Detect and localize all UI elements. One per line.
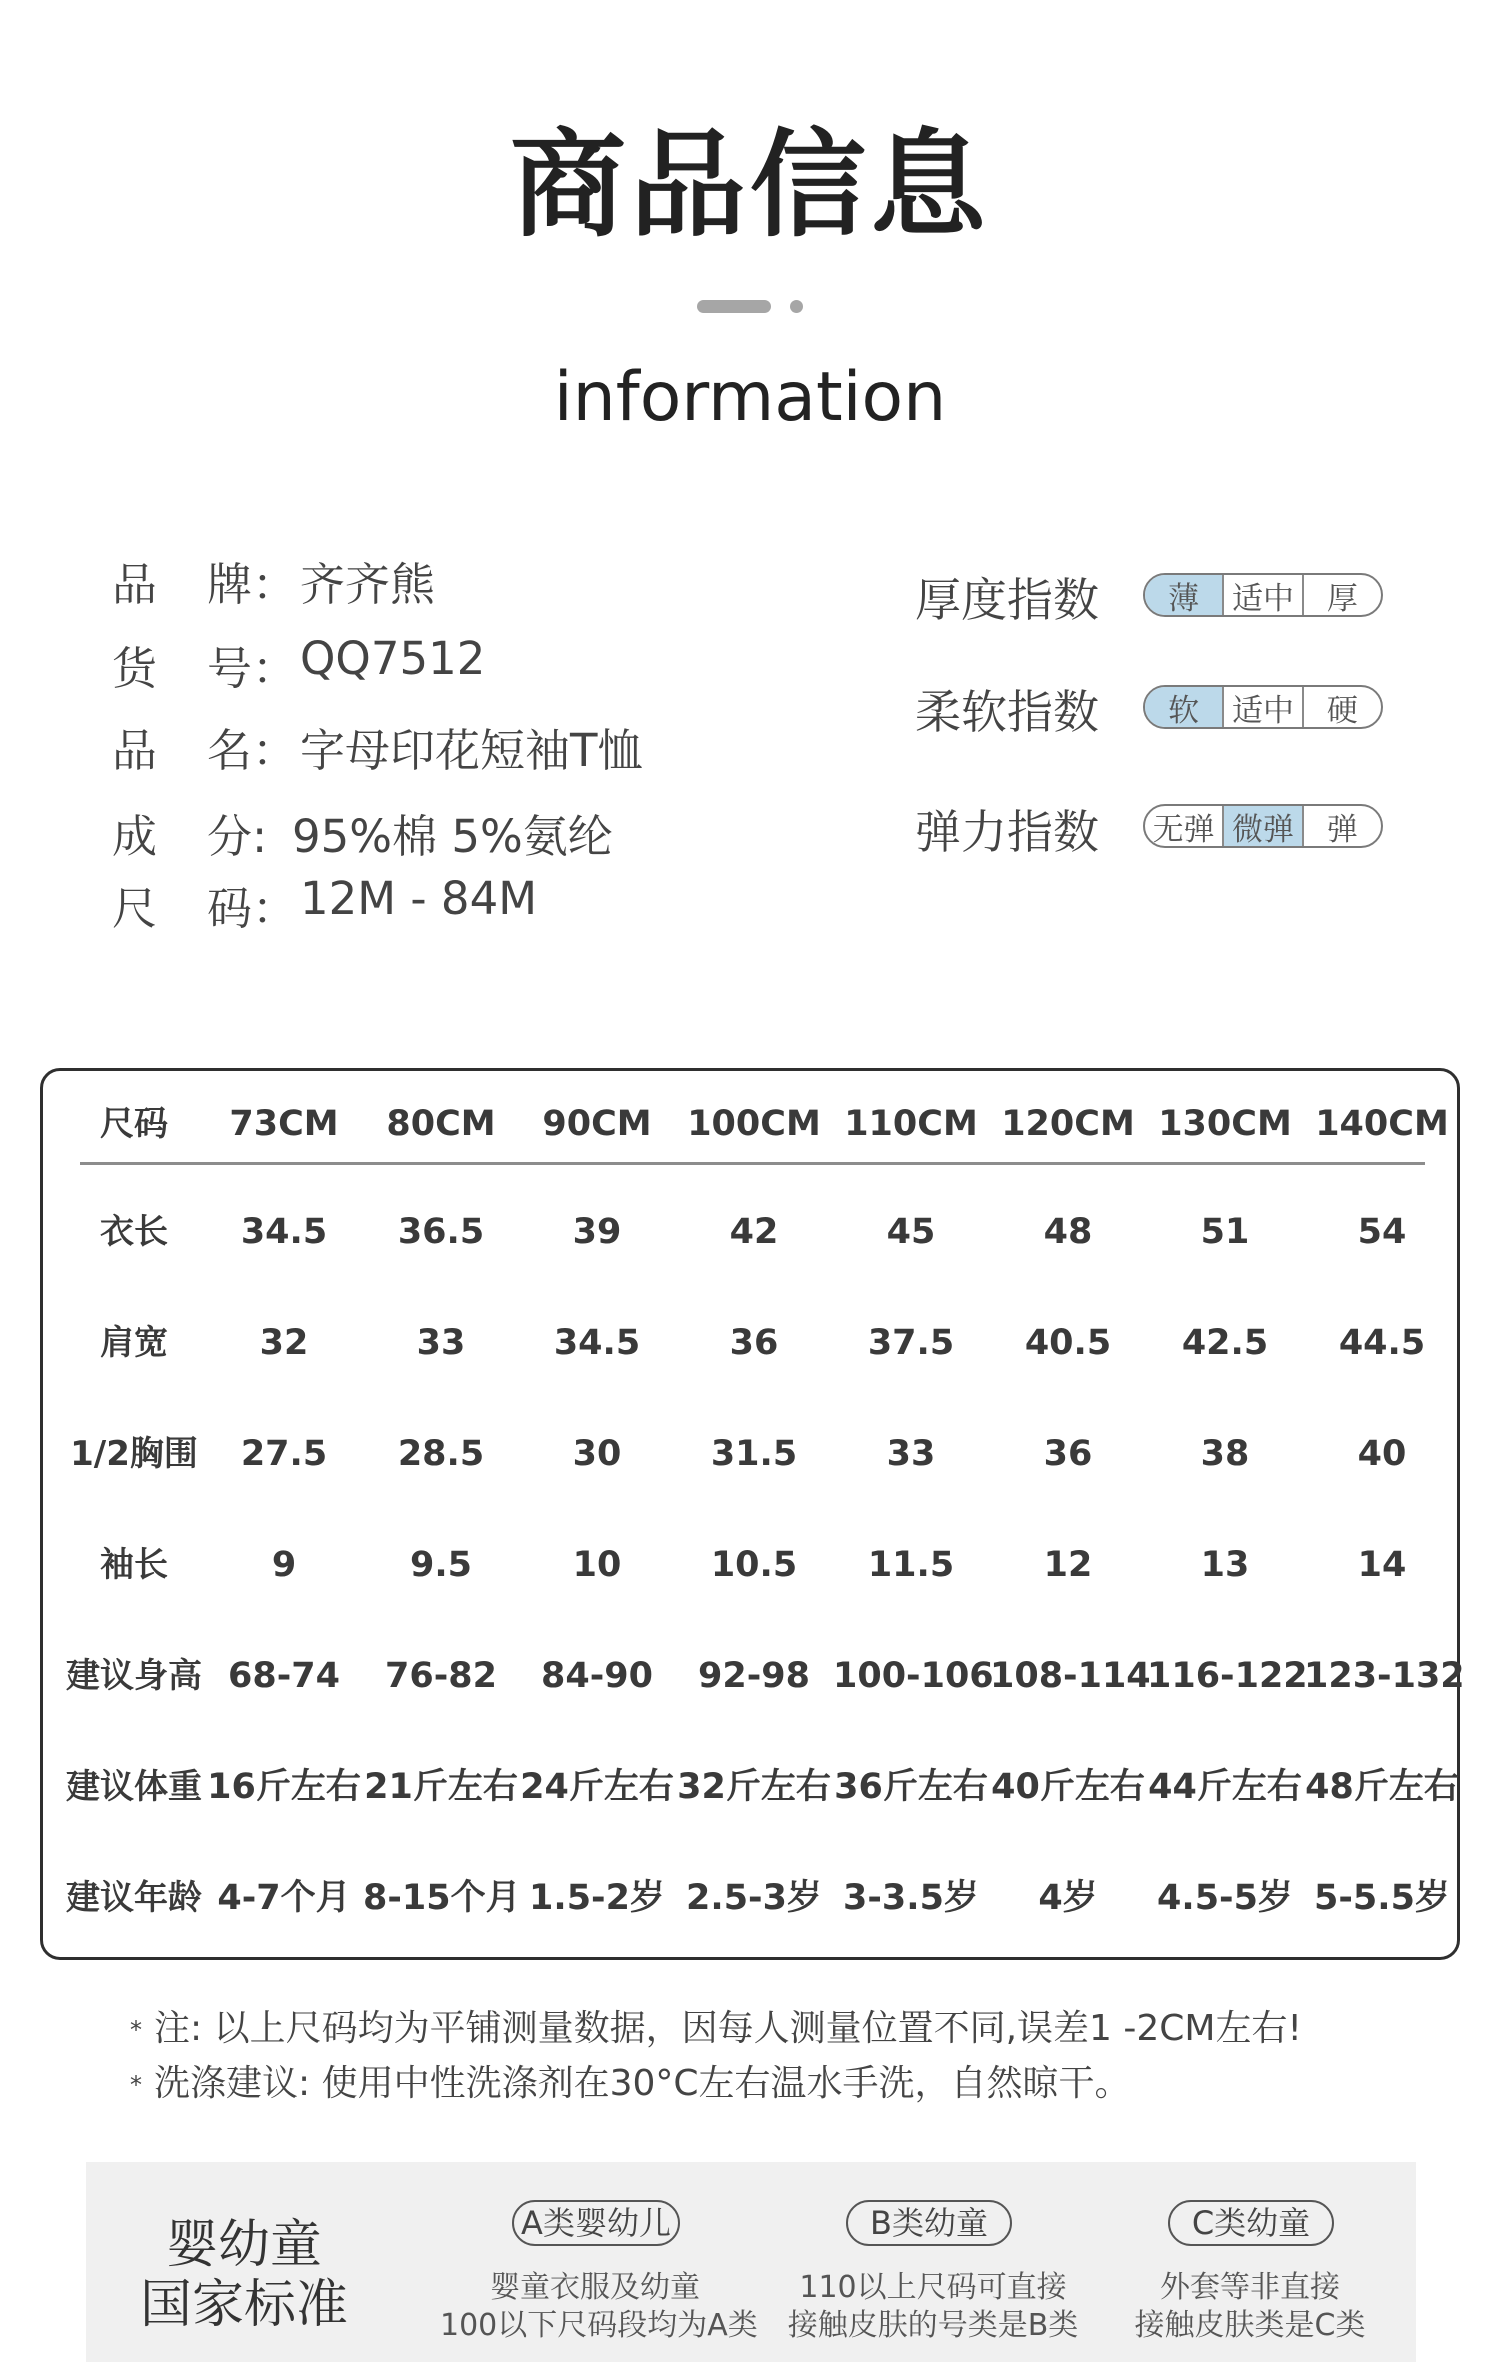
note-measurement bbox=[130, 2000, 1302, 2051]
table-cell: 10 bbox=[572, 1545, 622, 1585]
standards-title-line1: 婴幼童 bbox=[166, 2215, 323, 2275]
table-row-label: 1/2胸围 bbox=[70, 1434, 198, 1474]
info-label: 码： bbox=[207, 882, 298, 935]
info-label: 分: bbox=[207, 810, 268, 863]
table-cell: 9.5 bbox=[409, 1545, 472, 1585]
table-cell: 40.5 bbox=[1024, 1323, 1112, 1363]
table-column-header: 140CM bbox=[1315, 1104, 1449, 1144]
table-cell: 34.5 bbox=[553, 1323, 641, 1363]
info-label: 货 bbox=[112, 642, 158, 695]
info-value: 12M - 84M bbox=[300, 872, 538, 925]
table-cell: 31.5 bbox=[710, 1434, 798, 1474]
table-cell: 123-132 bbox=[1304, 1656, 1465, 1696]
softness-scale bbox=[1143, 685, 1383, 729]
info-value: 齐齐熊 bbox=[300, 558, 436, 611]
note-star-icon: * bbox=[130, 2016, 142, 2044]
table-cell: 3-3.5岁 bbox=[843, 1878, 979, 1918]
table-column-header: 110CM bbox=[844, 1104, 978, 1144]
scale-option: 适中 bbox=[1222, 687, 1301, 727]
standard-a-badge: A类婴幼儿 bbox=[512, 2200, 680, 2246]
table-cell: 13 bbox=[1200, 1545, 1250, 1585]
scale-option: 弹 bbox=[1302, 806, 1381, 846]
table-cell: 38 bbox=[1200, 1434, 1250, 1474]
thickness-scale bbox=[1143, 573, 1383, 617]
table-cell: 21斤左右 bbox=[364, 1767, 518, 1807]
table-cell: 45 bbox=[886, 1212, 936, 1252]
table-cell: 10.5 bbox=[710, 1545, 798, 1585]
table-cell: 54 bbox=[1357, 1212, 1407, 1252]
table-corner-header: 尺码 bbox=[100, 1104, 168, 1144]
table-cell: 36 bbox=[729, 1323, 779, 1363]
table-cell: 9 bbox=[271, 1545, 297, 1585]
table-cell: 51 bbox=[1200, 1212, 1250, 1252]
table-cell: 42.5 bbox=[1181, 1323, 1269, 1363]
table-row-label: 衣长 bbox=[100, 1212, 168, 1252]
table-row-label: 建议身高 bbox=[66, 1656, 202, 1696]
info-label: 尺 bbox=[112, 882, 158, 935]
table-row-label: 肩宽 bbox=[100, 1323, 168, 1363]
note-star-icon: * bbox=[130, 2071, 142, 2099]
table-cell: 33 bbox=[886, 1434, 936, 1474]
table-cell: 40 bbox=[1357, 1434, 1407, 1474]
title-divider-pill bbox=[697, 300, 771, 313]
table-row-label: 建议体重 bbox=[66, 1767, 202, 1807]
info-value: 95%棉 5%氨纶 bbox=[292, 810, 613, 863]
table-cell: 36.5 bbox=[397, 1212, 485, 1252]
standard-b-line1: 110以上尺码可直接 bbox=[799, 2270, 1067, 2305]
table-cell: 37.5 bbox=[867, 1323, 955, 1363]
table-cell: 48 bbox=[1043, 1212, 1093, 1252]
table-row-label: 建议年龄 bbox=[66, 1878, 202, 1918]
table-cell: 32斤左右 bbox=[677, 1767, 831, 1807]
table-header-divider bbox=[80, 1162, 1425, 1165]
note-text: 洗涤建议: 使用中性洗涤剂在30°C左右温水手洗，自然晾干。 bbox=[154, 2063, 1131, 2104]
table-cell: 100-106 bbox=[833, 1656, 994, 1696]
elasticity-scale bbox=[1143, 804, 1383, 848]
scale-option: 微弹 bbox=[1222, 806, 1301, 846]
table-cell: 14 bbox=[1357, 1545, 1407, 1585]
table-cell: 24斤左右 bbox=[520, 1767, 674, 1807]
table-cell: 39 bbox=[572, 1212, 622, 1252]
info-label: 品 bbox=[112, 724, 158, 777]
standard-b-line2: 接触皮肤的号类是B类 bbox=[787, 2308, 1079, 2343]
info-label: 名： bbox=[207, 724, 298, 777]
table-cell: 108-114 bbox=[990, 1656, 1151, 1696]
standard-a-line1: 婴童衣服及幼童 bbox=[490, 2270, 700, 2305]
table-cell: 92-98 bbox=[698, 1656, 810, 1696]
info-label: 品 bbox=[112, 558, 158, 611]
scale-option: 适中 bbox=[1222, 575, 1301, 615]
table-column-header: 80CM bbox=[386, 1104, 496, 1144]
table-cell: 36斤左右 bbox=[834, 1767, 988, 1807]
table-cell: 42 bbox=[729, 1212, 779, 1252]
table-column-header: 90CM bbox=[542, 1104, 652, 1144]
table-cell: 1.5-2岁 bbox=[529, 1878, 665, 1918]
softness-index-label: 柔软指数 bbox=[915, 685, 1099, 739]
table-cell: 44.5 bbox=[1338, 1323, 1426, 1363]
table-cell: 2.5-3岁 bbox=[686, 1878, 822, 1918]
scale-option: 厚 bbox=[1302, 575, 1381, 615]
table-cell: 36 bbox=[1043, 1434, 1093, 1474]
info-label: 号： bbox=[207, 642, 298, 695]
standard-a-line2: 100以下尺码段均为A类 bbox=[440, 2308, 758, 2343]
table-column-header: 100CM bbox=[687, 1104, 821, 1144]
table-cell: 28.5 bbox=[397, 1434, 485, 1474]
table-column-header: 120CM bbox=[1001, 1104, 1135, 1144]
note-text: 注: 以上尺码均为平铺测量数据，因每人测量位置不同,误差1 -2CM左右! bbox=[154, 2008, 1302, 2049]
table-cell: 16斤左右 bbox=[207, 1767, 361, 1807]
info-value: 字母印花短袖T恤 bbox=[300, 724, 643, 777]
standard-c-badge: C类幼童 bbox=[1168, 2200, 1334, 2246]
page-title: 商品信息 bbox=[510, 118, 990, 253]
table-cell: 27.5 bbox=[240, 1434, 328, 1474]
standard-c-line1: 外套等非直接 bbox=[1160, 2270, 1340, 2305]
page-subtitle: information bbox=[553, 358, 947, 437]
table-cell: 5-5.5岁 bbox=[1314, 1878, 1450, 1918]
note-washing bbox=[130, 2055, 1131, 2106]
table-row-label: 袖长 bbox=[100, 1545, 168, 1585]
standard-c-line2: 接触皮肤类是C类 bbox=[1134, 2308, 1366, 2343]
table-cell: 33 bbox=[416, 1323, 466, 1363]
elasticity-index-label: 弹力指数 bbox=[915, 805, 1099, 859]
table-cell: 68-74 bbox=[228, 1656, 340, 1696]
scale-option: 无弹 bbox=[1152, 811, 1215, 848]
table-column-header: 130CM bbox=[1158, 1104, 1292, 1144]
scale-option: 薄 bbox=[1145, 575, 1222, 615]
table-cell: 34.5 bbox=[240, 1212, 328, 1252]
table-column-header: 73CM bbox=[229, 1104, 339, 1144]
table-cell: 76-82 bbox=[385, 1656, 497, 1696]
table-cell: 116-122 bbox=[1147, 1656, 1308, 1696]
table-cell: 84-90 bbox=[541, 1656, 653, 1696]
table-cell: 30 bbox=[572, 1434, 622, 1474]
table-cell: 4岁 bbox=[1038, 1878, 1098, 1918]
scale-option: 软 bbox=[1145, 687, 1222, 727]
standard-b-badge: B类幼童 bbox=[846, 2200, 1012, 2246]
standards-title-line2: 国家标准 bbox=[140, 2275, 349, 2335]
table-cell: 4-7个月 bbox=[217, 1878, 351, 1918]
title-divider-dot bbox=[790, 300, 803, 313]
table-cell: 48斤左右 bbox=[1305, 1767, 1459, 1807]
table-cell: 32 bbox=[259, 1323, 309, 1363]
table-cell: 44斤左右 bbox=[1148, 1767, 1302, 1807]
table-cell: 11.5 bbox=[867, 1545, 955, 1585]
info-label: 成 bbox=[112, 810, 158, 863]
table-cell: 40斤左右 bbox=[991, 1767, 1145, 1807]
table-cell: 12 bbox=[1043, 1545, 1093, 1585]
info-value: QQ7512 bbox=[300, 632, 486, 685]
table-cell: 8-15个月 bbox=[363, 1878, 521, 1918]
thickness-index-label: 厚度指数 bbox=[915, 573, 1099, 627]
scale-option: 硬 bbox=[1302, 687, 1381, 727]
info-label: 牌： bbox=[207, 558, 298, 611]
table-cell: 4.5-5岁 bbox=[1157, 1878, 1293, 1918]
